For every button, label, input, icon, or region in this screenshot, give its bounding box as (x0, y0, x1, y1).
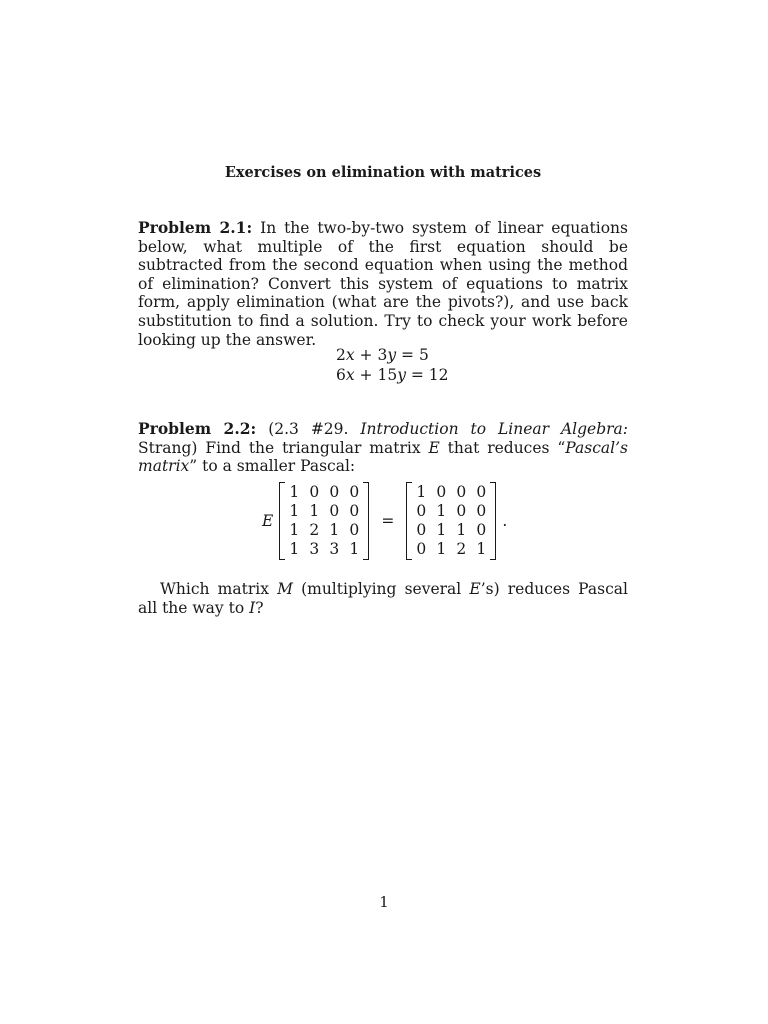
equals-sign: = (381, 512, 395, 530)
problem-2-1-label: Problem 2.1: (138, 218, 253, 237)
problem-2-2-ref: (2.3 #29. (268, 420, 361, 438)
followup-text-2: (multiplying several (292, 580, 470, 598)
right-matrix-cell-2-1: 1 (436, 521, 447, 539)
left-matrix-cell-1-1: 1 (309, 502, 320, 520)
left-matrix-cell-2-2: 1 (329, 521, 340, 539)
right-matrix-cell-2-0: 0 (416, 521, 427, 539)
left-matrix-cell-0-0: 1 (289, 483, 300, 501)
right-matrix-cell-1-1: 1 (436, 502, 447, 520)
right-matrix-cell-0-2: 0 (456, 483, 467, 501)
var-i: I (249, 598, 256, 617)
eq1-var-y: y (387, 346, 397, 364)
period: . (502, 512, 508, 530)
right-matrix-cell-3-0: 0 (416, 540, 427, 558)
right-matrix-cell-1-2: 0 (456, 502, 467, 520)
right-matrix (406, 482, 496, 560)
page-number: 1 (379, 893, 389, 911)
var-e-2: E (469, 580, 481, 598)
left-matrix-cell-1-2: 0 (329, 502, 340, 520)
right-matrix-cell-1-3: 0 (476, 502, 487, 520)
eq2-coef-y: 15 (377, 366, 398, 384)
followup-text-1: Which matrix (160, 580, 278, 598)
problem-2-2-text-3: ” to a smaller Pascal: (189, 457, 356, 476)
right-matrix-cell-3-2: 2 (456, 540, 467, 558)
followup-text-3: ’s) reduces Pascal all the way to (138, 580, 628, 617)
equation-2 (336, 365, 449, 385)
followup-text-4: ? (255, 598, 264, 617)
eq1-coef-x: 2 (336, 346, 346, 364)
right-matrix-cell-3-3: 1 (476, 540, 487, 558)
eq2-coef-x: 6 (336, 366, 346, 384)
book-title: Introduction to Linear Algebra: (360, 420, 628, 438)
equation-system (336, 345, 449, 385)
right-matrix-cell-0-3: 0 (476, 483, 487, 501)
right-matrix-cell-1-0: 0 (416, 502, 427, 520)
eq1-rhs: = 5 (396, 346, 429, 364)
eq2-var-x: x (345, 366, 355, 384)
eq1-plus: + (354, 346, 378, 364)
left-matrix-cell-0-3: 0 (349, 483, 360, 501)
right-matrix-cell-2-3: 0 (476, 521, 487, 539)
problem-2-2-text: Strang) Find the triangular matrix (138, 438, 429, 457)
right-matrix-cell-2-2: 1 (456, 521, 467, 539)
matrix-label-e: E (262, 512, 274, 530)
pascal-matrix-term: Pascal’s matrix (138, 438, 628, 476)
left-matrix-cell-3-2: 3 (329, 540, 340, 558)
right-matrix-cell-0-1: 0 (436, 483, 447, 501)
left-matrix-cell-3-0: 1 (289, 540, 300, 558)
left-matrix-cell-1-3: 0 (349, 502, 360, 520)
problem-2-2-text-2: that reduces “ (439, 438, 566, 457)
right-matrix-cell-3-1: 1 (436, 540, 447, 558)
followup-question (138, 580, 628, 617)
left-matrix (279, 482, 369, 560)
page-title: Exercises on elimination with matrices (224, 164, 542, 181)
left-matrix-cell-1-0: 1 (289, 502, 300, 520)
left-matrix-cell-0-2: 0 (329, 483, 340, 501)
left-matrix-cell-3-1: 3 (309, 540, 320, 558)
right-matrix-cell-0-0: 1 (416, 483, 427, 501)
var-e: E (428, 438, 440, 457)
left-matrix-cell-3-3: 1 (349, 540, 360, 558)
left-matrix-cell-2-3: 0 (349, 521, 360, 539)
eq2-rhs: = 12 (405, 366, 449, 384)
var-m: M (277, 580, 293, 598)
eq2-var-y: y (397, 366, 406, 384)
left-matrix-cell-0-1: 0 (309, 483, 320, 501)
eq1-coef-y: 3 (377, 346, 388, 364)
problem-2-2-label: Problem 2.2: (138, 419, 257, 438)
left-matrix-cell-2-0: 1 (289, 521, 300, 539)
matrix-equation (262, 482, 507, 560)
problem-2-1-text: In the two-by-two system of linear equations below, what multiple of the first equation should be subtracted from the second equation when using the method of elimination? Convert this system of equations to matrix form, apply elimination (what are the pivots?), and use back substitution to find a solution. Try to check your work before looking up the answer. (138, 219, 628, 349)
eq1-var-x: x (345, 346, 355, 364)
equation-1 (336, 345, 449, 365)
problem-2-2 (138, 420, 628, 476)
problem-2-1 (138, 219, 628, 349)
left-matrix-cell-2-1: 2 (309, 521, 320, 539)
eq2-plus: + (354, 366, 378, 384)
